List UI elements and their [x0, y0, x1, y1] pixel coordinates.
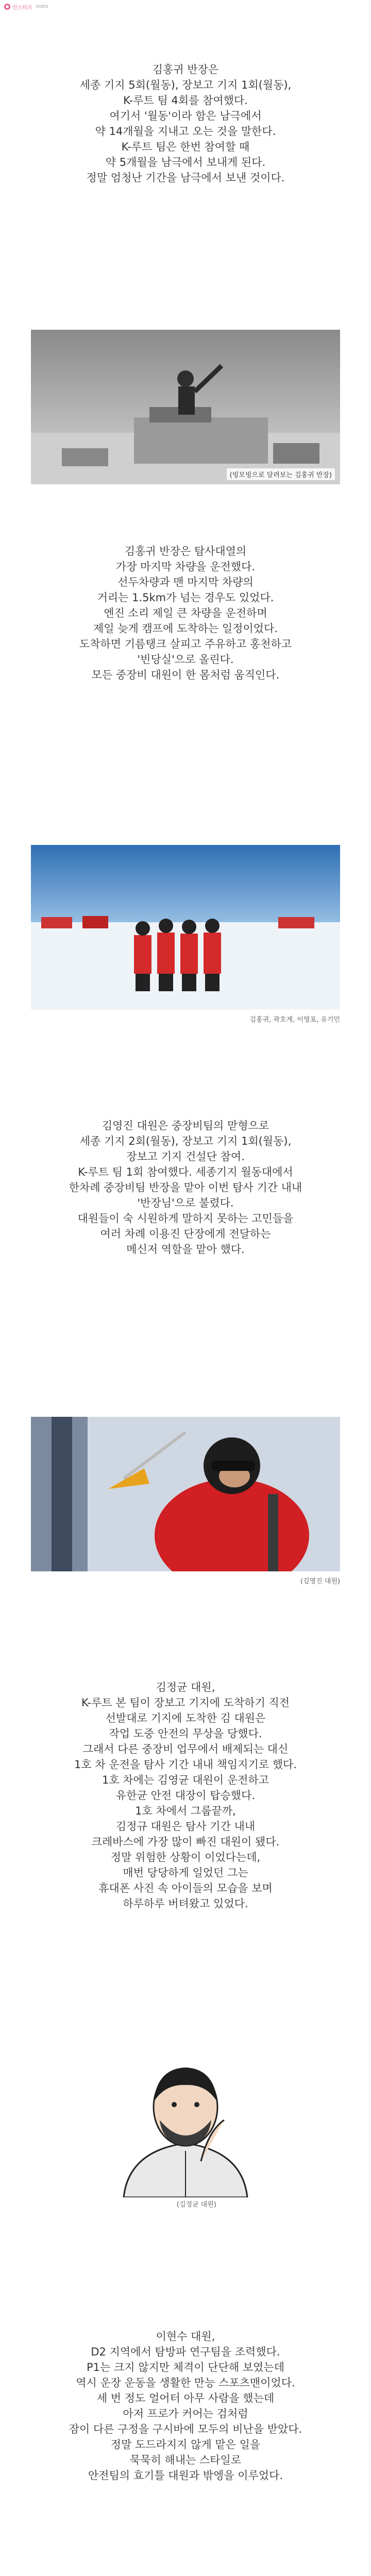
section-text: 이현수 대원, D2 지역에서 탐방파 연구팀을 조력했다. P1는 크지 않지만 체격이 단단해 보였는데 역시 운장 운동을 생활한 만능 스포츠맨이었다. 세 번 정도 얼어터 아무 사람을 했는데 아저 프로가 커어는 검처럼 잠이 다른 구정을 구시바에 모두의 비난을 받았다. 정말 도드라지지 않게 맡은 일을 묵묵히 해내는 스타일로 안전팀의 효기틀 대원과 밖엥을 이루었다. [69, 2330, 302, 2482]
photo-image [31, 1417, 340, 1571]
section-text: 김홍귀 반장은 세종 기지 5회(월동), 장보고 기지 1회(월동), K-루트 팀 4회를 참여했다. 여기서 '월동'이라 함은 남극에서 약 14개월을 지내고 오는 것을 말한다. K-루트 팀은 한번 참여할 때 약 5개월을 남극에서 보내게 된다. 정말 엄청난 기간을 남극에서 보낸 것이다. [79, 63, 292, 184]
site-header [0, 0, 371, 13]
photo-caption: 김홍귀, 곽호계, 이영포, 유기민 [249, 1016, 340, 1024]
section-4 [0, 1680, 371, 1911]
photo-caption: (김영진 대원) [300, 1578, 340, 1585]
section-3 [0, 1118, 371, 1257]
photo-caption: (빙모빙으로 달려보는 김홍귀 반장) [227, 468, 335, 480]
section-text: 김영진 대원은 중장비팀의 맏형으로 세종 기지 2회(월동), 장보고 기지 1회(월동), 장보고 기지 건설단 참여. K-루트 팀 1회 참여했다. 세종기지 월동대에서 한차례 중장비팀 반장을 맡아 이번 탐사 기간 내내 '반장님'으로 불렸다. 대원들이 숙 시원하게 말하지 못하는 고민들을 여러 차례 이용진 단장에게 전달하는 메신저 역할을 맡아 했다. [69, 1120, 302, 1256]
photo-image [31, 330, 340, 484]
brand-name: 인스티즈 [12, 5, 32, 11]
section-1 [0, 62, 371, 185]
section-text: 김정균 대원, K-루트 본 팀이 장보고 기지에 도착하기 직전 선발대로 기지에 도착한 김 대원은 작업 도중 안전의 무상을 당했다. 그래서 다른 중장비 업무에서 배제되는 대신 1호 차 운전을 탐사 기간 내내 책임지기로 했다. 1호 차에는 김영균 대원이 운전하고 유한균 안전 대장이 탑승했다. 1호 차에서 그룹끝까, 김정규 대원은 탐사 기간 내내 크레바스에 가장 많이 빠진 대원이 됐다. 정말 위험한 상황이 이었다는데, 매번 당당하게 일었던 그는 휴대폰 사진 속 아이들의 모습을 보며 하루하루 버텨왔고 있었다. [74, 1681, 297, 1910]
section-text: 김홍귀 반장은 탐사대열의 가장 마지막 차량을 운전했다. 선두차량과 맨 마지막 차량의 거리는 1.5km가 넘는 경우도 있었다. 엔진 소리 제일 큰 차량을 운전하며 제일 늦게 캠프에 도착하는 일정이었다. 도착하면 기름탱크 살피고 주유하고 홍천하고 '빈당실'으로 올린다. 모든 중장비 대원이 한 몸처럼 움직인다. [79, 545, 292, 681]
photo-section-2 [31, 845, 340, 1010]
section-2 [0, 544, 371, 683]
brand-logo[interactable] [4, 3, 48, 11]
brand-dot-icon [4, 4, 10, 10]
photo-section-3 [31, 1417, 340, 1571]
section-5 [0, 2329, 371, 2483]
photo-section-4 [31, 2053, 340, 2197]
photo-section-1 [31, 330, 340, 484]
brand-sub: instiz [36, 4, 48, 9]
photo-image [31, 2053, 340, 2197]
photo-caption: (김정균 대원) [176, 2201, 216, 2209]
photo-image [31, 845, 340, 1010]
